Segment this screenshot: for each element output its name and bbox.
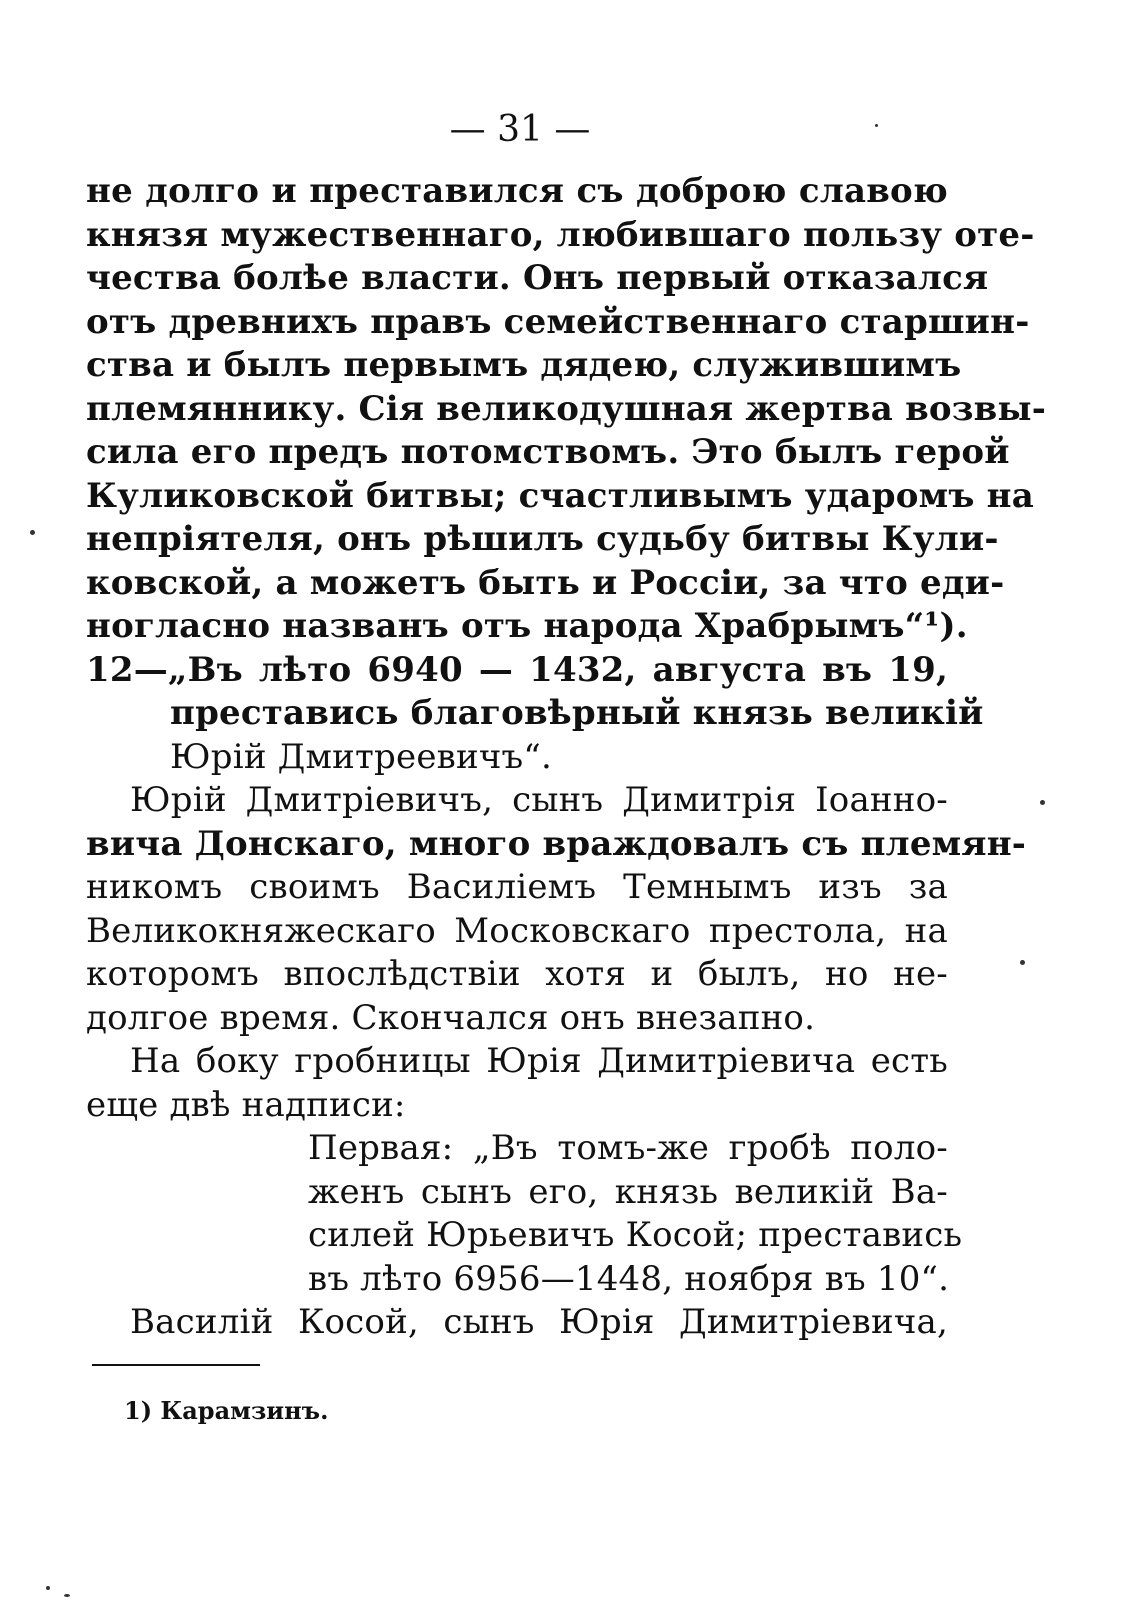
text-line: ства и былъ первымъ дядею, служившимъ [86, 345, 962, 385]
text-line: князя мужественнаго, любившаго пользу оте- [86, 214, 1035, 255]
footnote-divider [92, 1364, 260, 1366]
text-line: еще двѣ надписи: [86, 1084, 406, 1125]
quote-line: Первая: „Въ томъ-же гробѣ поло- [308, 1128, 948, 1168]
quote-line: женъ сынъ его, князь великій Ва- [308, 1171, 948, 1212]
text-line: сила его предъ потомствомъ. Это былъ герой [86, 432, 1010, 472]
footnote-mark: 1) [124, 1396, 153, 1425]
text-line: ковской, а можетъ быть и Россіи, за что еди- [86, 562, 1005, 603]
text-line: Василій Косой, сынъ Юрія Димитріевича, [130, 1302, 948, 1342]
text-line: ногласно названъ отъ народа Храбрымъ“¹). [86, 606, 968, 646]
text-line: чества болѣе власти. Онъ первый отказался [86, 258, 989, 298]
text-line: непріятеля, онъ рѣшилъ судьбу битвы Кули- [86, 519, 999, 559]
inscription-line: Юрій Дмитреевичъ“. [170, 736, 552, 777]
page-number: — 31 — [449, 109, 591, 150]
inscription-line: 12—„Въ лѣто 6940 — 1432, августа въ 19, [86, 649, 948, 690]
text-line: племяннику. Сія великодушная жертва возвы- [86, 388, 1047, 429]
scan-speck [46, 1586, 50, 1590]
text-line: Куликовской битвы; счастливымъ ударомъ на [86, 475, 1034, 516]
quote-line: въ лѣто 6956—1448, ноября въ 10“. [308, 1258, 950, 1299]
inscription-line: преставись благовѣрный князь великій [170, 693, 984, 733]
footnote-text: Карамзинъ. [160, 1396, 329, 1425]
scan-speck [64, 1594, 70, 1597]
main-text [86, 170, 1047, 1345]
quote-line: силей Юрьевичъ Косой; преставись [308, 1215, 963, 1255]
text-line: На боку гробницы Юрія Димитріевича есть [130, 1041, 948, 1081]
text-line: которомъ впослѣдствіи хотя и былъ, но не- [86, 954, 948, 994]
text-line: не долго и преставился съ доброю славою [86, 171, 948, 211]
text-line: отъ древнихъ правъ семейственнаго старшин- [86, 301, 1030, 342]
text-line: Великокняжескаго Московскаго престола, на [86, 910, 948, 951]
text-line: долгое время. Скончался онъ внезапно. [86, 997, 816, 1038]
text-line: никомъ своимъ Василіемъ Темнымъ изъ за [86, 867, 948, 907]
scan-speck [1040, 800, 1045, 805]
scan-speck [1020, 960, 1025, 965]
scan-speck [30, 530, 35, 535]
footnote [124, 1396, 328, 1426]
text-line: вича Донскаго, много враждовалъ съ племян- [86, 823, 1027, 864]
text-line: Юрій Дмитріевичъ, сынъ Димитрія Іоанно- [130, 780, 948, 820]
scan-speck [875, 124, 878, 127]
